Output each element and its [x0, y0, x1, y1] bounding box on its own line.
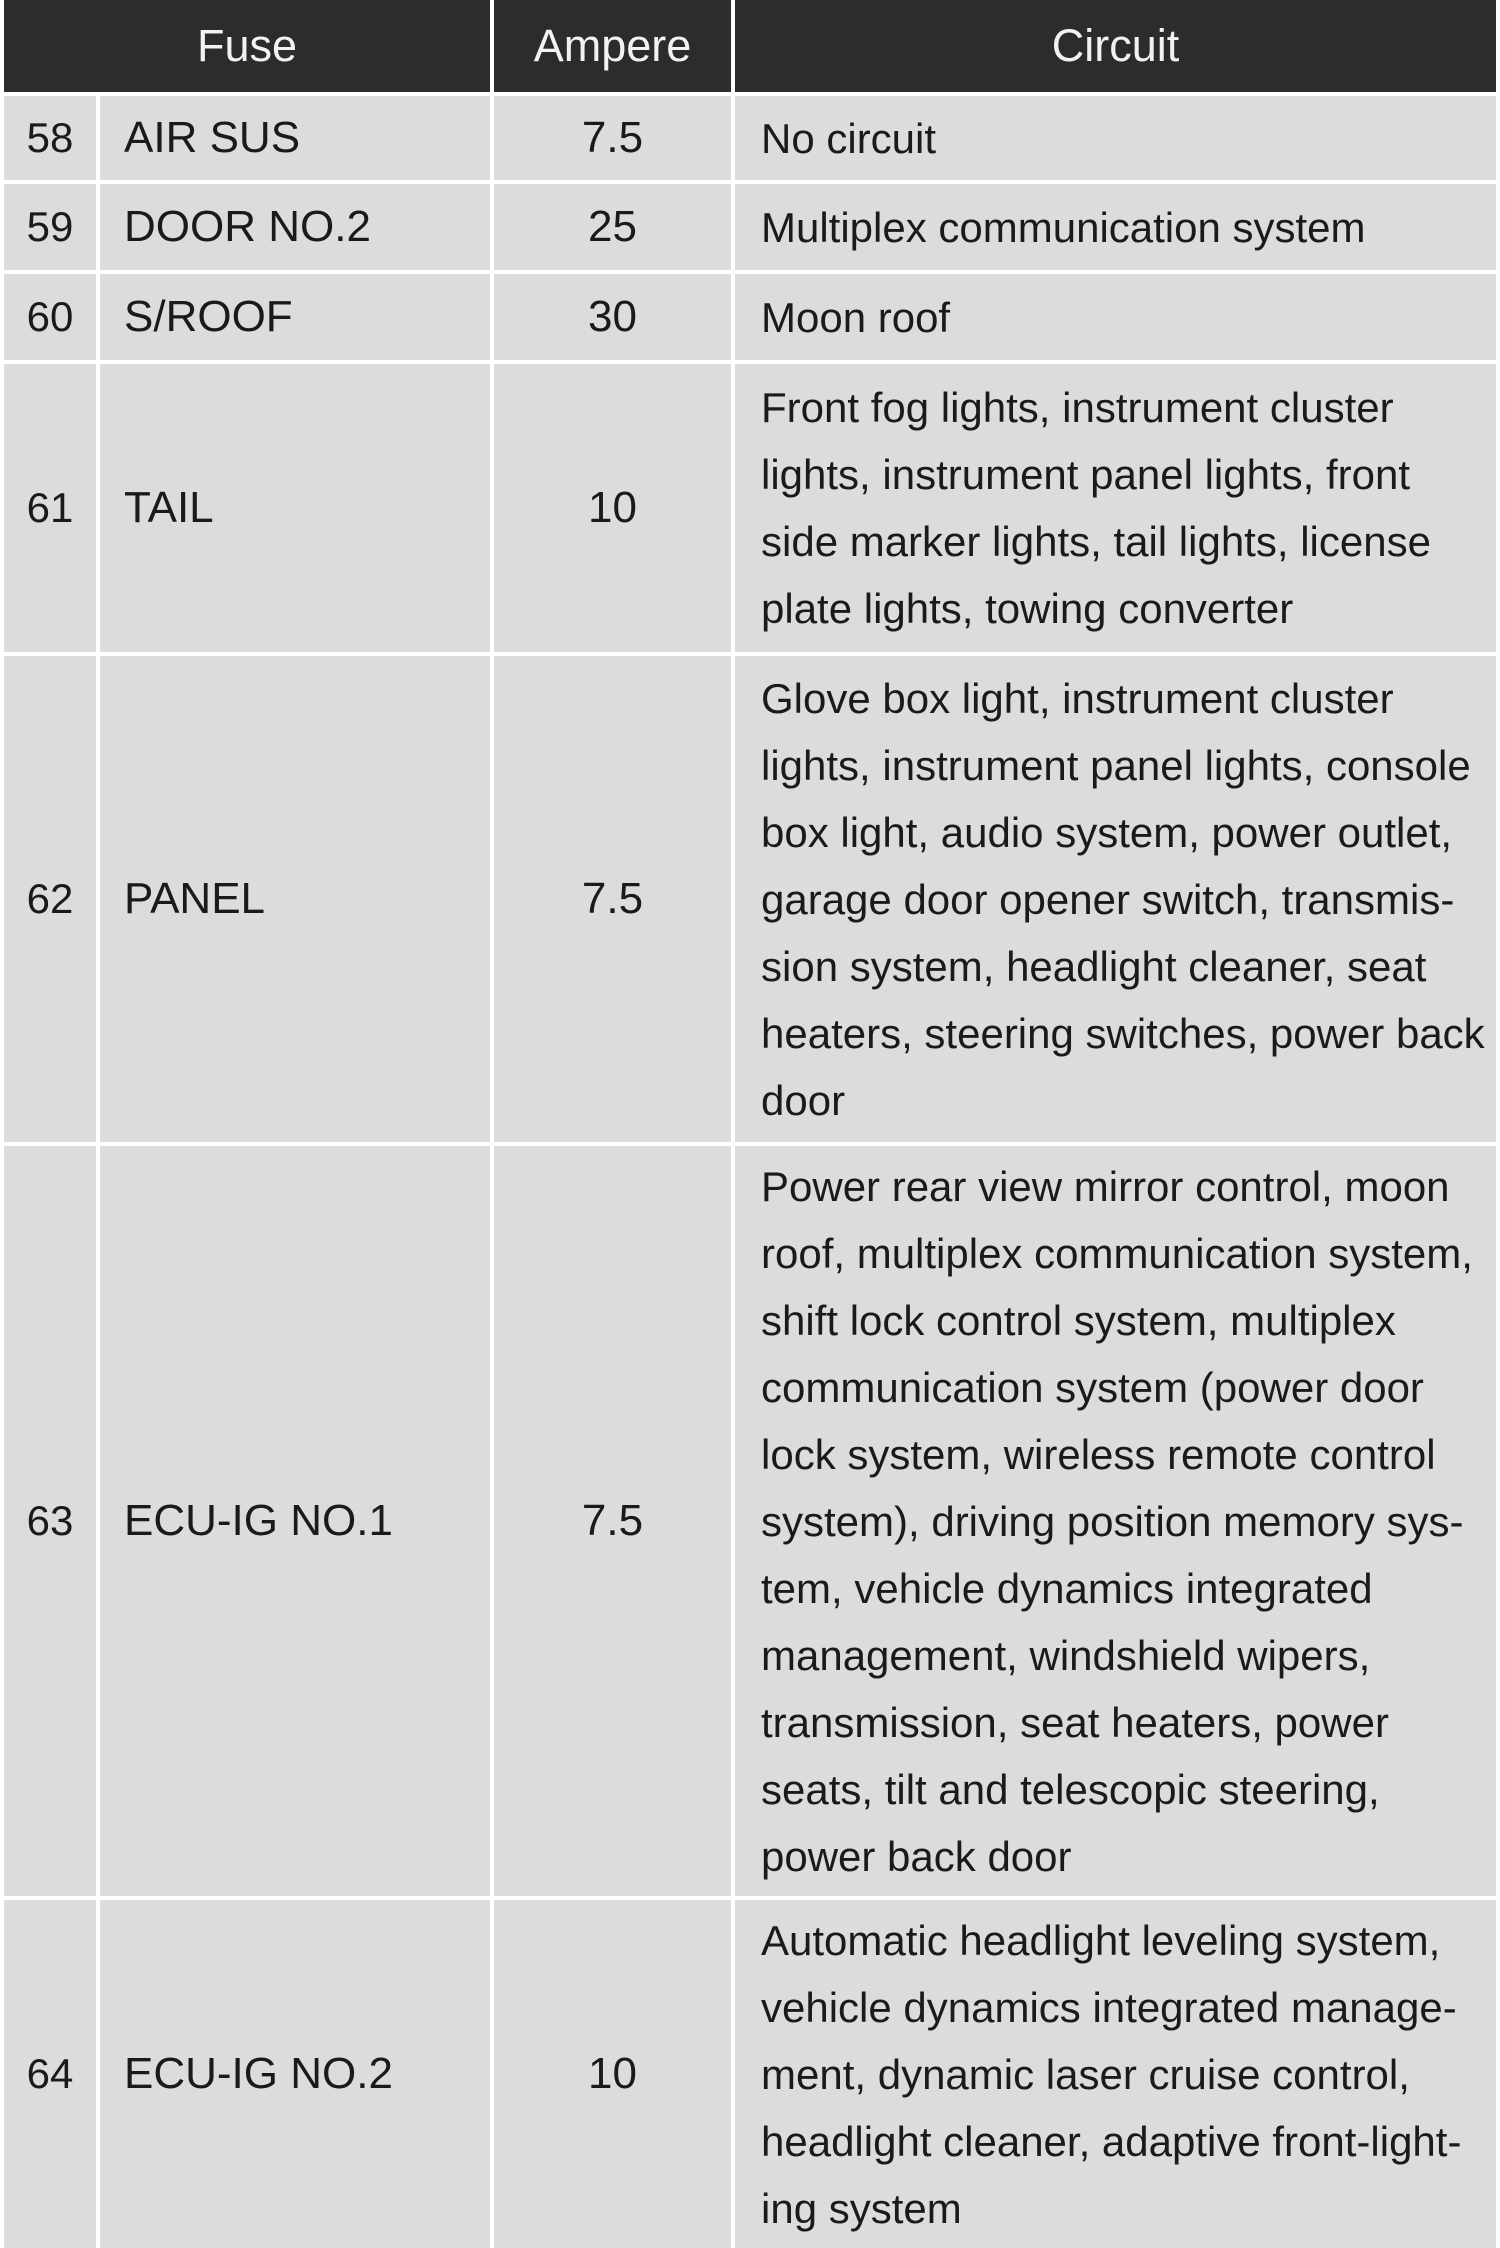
fuse-name: AIR SUS	[100, 96, 490, 180]
circuit-text: Multiplex communication system	[761, 203, 1366, 251]
fuse-ampere: 7.5	[494, 96, 731, 180]
fuse-name: ECU-IG NO.1	[100, 1146, 490, 1896]
fuse-name: TAIL	[100, 364, 490, 652]
circuit-text: Moon roof	[761, 293, 951, 341]
circuit-text: Front fog lights, instrument cluster lights, instrument panel lights, front side marker lights, tail lights, license plate lights, towing converter	[761, 384, 1431, 632]
header-fuse: Fuse	[4, 0, 490, 92]
fuse-circuit	[735, 364, 1496, 652]
fuse-ampere: 10	[494, 364, 731, 652]
fuse-name: ECU-IG NO.2	[100, 1900, 490, 2248]
fuse-number: 59	[4, 184, 96, 270]
fuse-name: DOOR NO.2	[100, 184, 490, 270]
header-circuit: Circuit	[735, 0, 1496, 92]
fuse-ampere: 25	[494, 184, 731, 270]
header-ampere: Ampere	[494, 0, 731, 92]
circuit-text: Automatic headlight leveling system, vehicle dynamics integrated manage-ment, dynamic laser cruise control, headlight cleaner, adaptive front-light-ing system	[761, 1916, 1462, 2232]
fuse-name: PANEL	[100, 656, 490, 1142]
fuse-circuit	[735, 274, 1496, 360]
circuit-text: Power rear view mirror control, moon roof, multiplex communication system, shift lock control system, multiplex communication system (power door lock system, wireless remote control system), driving position memory sys-tem, vehicle dynamics integrated management, windshield wipers, transmission, seat heaters, power seats, tilt and telescopic steering, power back door	[761, 1162, 1473, 1880]
fuse-circuit	[735, 656, 1496, 1142]
circuit-text: Glove box light, instrument cluster lights, instrument panel lights, console box light, audio system, power outlet, garage door opener switch, transmis-sion system, headlight cleaner, seat heaters, steering switches, power back door	[761, 674, 1485, 1124]
fuse-ampere: 30	[494, 274, 731, 360]
fuse-circuit	[735, 184, 1496, 270]
fuse-number: 58	[4, 96, 96, 180]
fuse-name: S/ROOF	[100, 274, 490, 360]
fuse-circuit	[735, 1900, 1496, 2248]
fuse-ampere: 10	[494, 1900, 731, 2248]
fuse-number: 60	[4, 274, 96, 360]
fuse-ampere: 7.5	[494, 1146, 731, 1896]
fuse-ampere: 7.5	[494, 656, 731, 1142]
fuse-number: 62	[4, 656, 96, 1142]
fuse-circuit	[735, 1146, 1496, 1896]
circuit-text: No circuit	[761, 114, 937, 162]
fuse-number: 63	[4, 1146, 96, 1896]
fuse-number: 61	[4, 364, 96, 652]
fuse-circuit	[735, 96, 1496, 180]
fuse-number: 64	[4, 1900, 96, 2248]
